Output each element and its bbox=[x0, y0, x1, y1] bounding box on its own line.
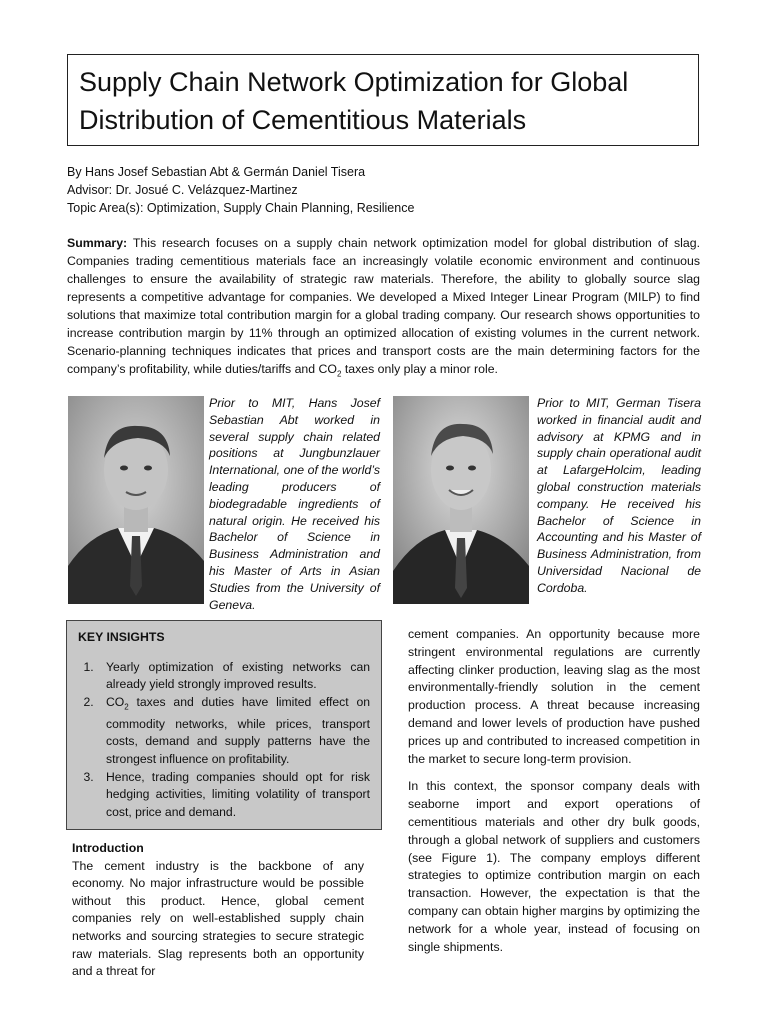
bio-abt: Prior to MIT, Hans Josef Sebastian Abt worked in several supply chain related positions at Jungbunzlauer International, one of the world’s leading producers of biodegradable ingredients of natural origin. He received his Bachelor of Science in Business Administration and his Master of Arts in Asian Studies from the University of Geneva. bbox=[209, 396, 380, 612]
meta-block bbox=[67, 163, 414, 217]
right-column-paragraph-1: cement companies. An opportunity because more stringent environmental regulations are currently affecting clinker production, leaving slag as the most environmentally-friendly solution in the cement production process. A threat because increasing demand and lower levels of production have pushed prices up and contributed to increased competition in the market to secure long-term provision. bbox=[408, 627, 700, 766]
key-insight-text: taxes and duties have limited effect on commodity networks, while prices, transport costs, demand and supply patterns have the strongest influence on profitability. bbox=[106, 694, 370, 766]
introduction-text: The cement industry is the backbone of any economy. No major infrastructure would be possible without this product. Hence, global cement companies rely on well-established supply chain networks and sourcing strategies to secure strategic raw materials. Slag represents both an opportunity and a threat for bbox=[72, 858, 364, 979]
author-photo-abt bbox=[68, 396, 204, 604]
introduction-heading: Introduction bbox=[72, 841, 144, 855]
paper-title: Supply Chain Network Optimization for Global Distribution of Cementitious Materials bbox=[79, 67, 629, 135]
key-insights-box bbox=[66, 620, 382, 830]
summary-text-end: taxes only play a minor role. bbox=[341, 362, 498, 376]
right-column bbox=[408, 626, 700, 966]
key-insight-sub: 2 bbox=[124, 702, 129, 712]
right-column-paragraph-2: In this context, the sponsor company deals with seaborne import and export operations of cementitious materials and other dry bulk goods, through a global network of suppliers and customers (see Figure 1). The company employs different strategies to optimize contribution margin on each transaction. However, the expectation is that the company can obtain higher margins by optimizing the network for a whole year, instead of focusing on single shipments. bbox=[408, 779, 700, 954]
key-insight-item bbox=[97, 694, 370, 769]
topic-line: Topic Area(s): Optimization, Supply Chain Planning, Resilience bbox=[67, 201, 415, 215]
key-insight-text: Yearly optimization of existing networks can already yield strongly improved results. bbox=[106, 659, 370, 692]
bio-tisera: Prior to MIT, German Tisera worked in financial audit and advisory at KPMG and in supply chain operational audit at LafargeHolcim, leading global construction materials company. He received his Bachelor of Science in Accounting and his Master of Business Administration, from Universidad Nacional de Cordoba. bbox=[537, 396, 701, 595]
authors-line: By Hans Josef Sebastian Abt & Germán Daniel Tisera bbox=[67, 165, 366, 179]
summary-text: This research focuses on a supply chain network optimization model for global distribution of slag. Companies trading cementitious materials face an increasingly volatile economic environment and continuous challenges to ensure the availability of strategic raw materials. Therefore, the ability to globally source slag represents a competitive advantage for companies. We developed a Mixed Integer Linear Program (MILP) to find solutions that maximize total contribution margin for a global trading company. Our research shows opportunities to increase contribution margin by 11% through an optimized allocation of existing volumes in the current network. Scenario-planning techniques indicates that prices and transport costs are the main determining factors for the company’s profitability, while duties/tariffs and CO bbox=[67, 236, 700, 376]
summary-label: Summary: bbox=[67, 236, 128, 250]
title-box bbox=[67, 54, 699, 146]
advisor-line: Advisor: Dr. Josué C. Velázquez-Martinez bbox=[67, 183, 298, 197]
key-insight-text: CO bbox=[106, 694, 125, 709]
key-insights-list bbox=[78, 659, 370, 822]
key-insight-item bbox=[97, 769, 370, 822]
key-insight-text: Hence, trading companies should opt for risk hedging activities, limiting volatility of transport cost, price and demand. bbox=[106, 769, 370, 819]
summary-sub: 2 bbox=[336, 369, 342, 379]
introduction-section bbox=[72, 840, 364, 981]
author-photo-tisera bbox=[393, 396, 529, 604]
key-insight-item bbox=[97, 659, 370, 694]
key-insights-heading: KEY INSIGHTS bbox=[78, 630, 165, 644]
summary-paragraph bbox=[67, 234, 700, 383]
